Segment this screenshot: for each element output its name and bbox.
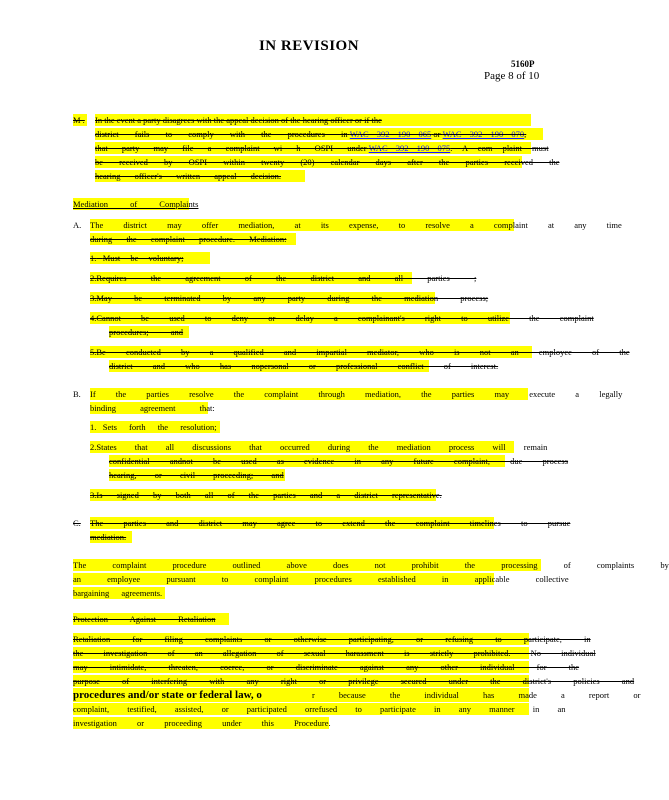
agreement-item-2-line-1: 2. States that all discussions that occurred during the mediation process will remain xyxy=(90,442,548,452)
mediation-item-1: 1. Must be voluntary; xyxy=(90,252,210,264)
section-m-line-5: hearing officer's written appeal decision. xyxy=(95,170,305,182)
retaliation-line-4: purpose of interfering with any right or privilege secured under the district's policies and xyxy=(73,676,635,686)
section-m-line-1: In the event a party disagrees with the appeal decision of the hearing officer or if the xyxy=(95,114,531,126)
section-m-label: M . xyxy=(73,114,87,126)
agreement-item-2-line-2: confidential andnot be used as evidence in any future complaint, due process xyxy=(109,456,569,466)
retaliation-line-6: complaint, testified, assisted, or participated orrefused to participate in any manner in an xyxy=(73,704,566,714)
retaliation-line-5: procedures and/or state or federal law, o r because the individual has made a report or xyxy=(73,689,641,701)
wac-link-070[interactable]: WAC 392 190 070 xyxy=(442,129,525,139)
item-b-line-1: If the parties resolve the complaint through mediation, the parties may execute a legally xyxy=(90,389,623,399)
retaliation-line-7: investigation or proceeding under this Procedure. xyxy=(73,718,331,728)
section-m-line-4: be received by OSPI within twenty (20) calendar days after the parties received the xyxy=(95,157,560,167)
agreement-item-2-line-3: hearing, or civil proceeding; and xyxy=(109,470,284,480)
mediation-item-4-line-2: procedures; and xyxy=(109,326,189,338)
item-b-label: B. xyxy=(73,389,81,399)
mediation-item-2: 2. Requires the agreement of the district and all parties ; xyxy=(90,273,477,283)
mediation-item-4-line-1: 4. Cannot be used to deny or delay a complainant's right to utilize the complaint xyxy=(90,313,594,323)
procedure-para-line-1: The complaint procedure outlined above does not prohibit the processing of complaints by xyxy=(73,560,669,570)
retaliation-line-1: Retaliation for filing complaints or otherwise participating, or refusing to participate, in xyxy=(73,634,591,644)
retaliation-line-2: the investigation of an allegation of sexual harassment is strictly prohibited. No individual xyxy=(73,648,596,658)
mediation-item-5-line-2: district and who has nopersonal or professional conflict of interest. xyxy=(109,361,499,371)
mediation-item-5-line-1: 5. Be conducted by a qualified and impartial mediator, who is not an employee of the xyxy=(90,347,630,357)
section-m-line-2: district fails to comply with the procedures in WAC 392 190 065 or WAC 392 190 070, xyxy=(95,128,543,140)
item-c-label: C. xyxy=(73,518,81,528)
mediation-heading: Mediation of Complaints xyxy=(73,199,199,209)
retaliation-heading: Protection Against Retaliation xyxy=(73,613,229,625)
document-status-title: IN REVISION xyxy=(258,38,360,54)
agreement-item-1: 1. Sets forth the resolution; xyxy=(90,421,220,433)
procedure-para-line-3: bargaining agreements. xyxy=(73,587,165,599)
procedure-para-line-2: an employee pursuant to complaint procedures established in applicable collective xyxy=(73,574,569,584)
wac-link-065[interactable]: WAC 392 190 065 xyxy=(349,129,432,139)
item-a-label: A. xyxy=(73,220,82,230)
retaliation-line-3: may intimidate, threaten, coerce, or discriminate against any other individual for the xyxy=(73,662,580,672)
section-m-line-3: that party may file a complaint wi h OSPI under WAC 392 190 075. A com plaint must xyxy=(95,143,549,153)
item-b-line-2: binding agreement that: xyxy=(90,403,215,413)
agreement-item-3: 3. Is signed by both all of the parties and a district representative. xyxy=(90,490,442,500)
policy-code: 5160P xyxy=(511,59,535,69)
item-c-line-1: The parties and district may agree to extend the complaint timelines to pursue xyxy=(90,518,571,528)
wac-link-075[interactable]: WAC 392 190 075 xyxy=(368,143,451,153)
item-a-line-2: during the complaint procedure. Mediation: xyxy=(90,233,296,245)
item-a-line-1: The district may offer mediation, at its expense, to resolve a complaint at any time xyxy=(90,220,622,230)
page-number: Page 8 of 10 xyxy=(484,70,540,82)
item-c-line-2: mediation. xyxy=(90,531,132,543)
mediation-item-3: 3. May be terminated by any party during the mediation process; xyxy=(90,293,489,303)
